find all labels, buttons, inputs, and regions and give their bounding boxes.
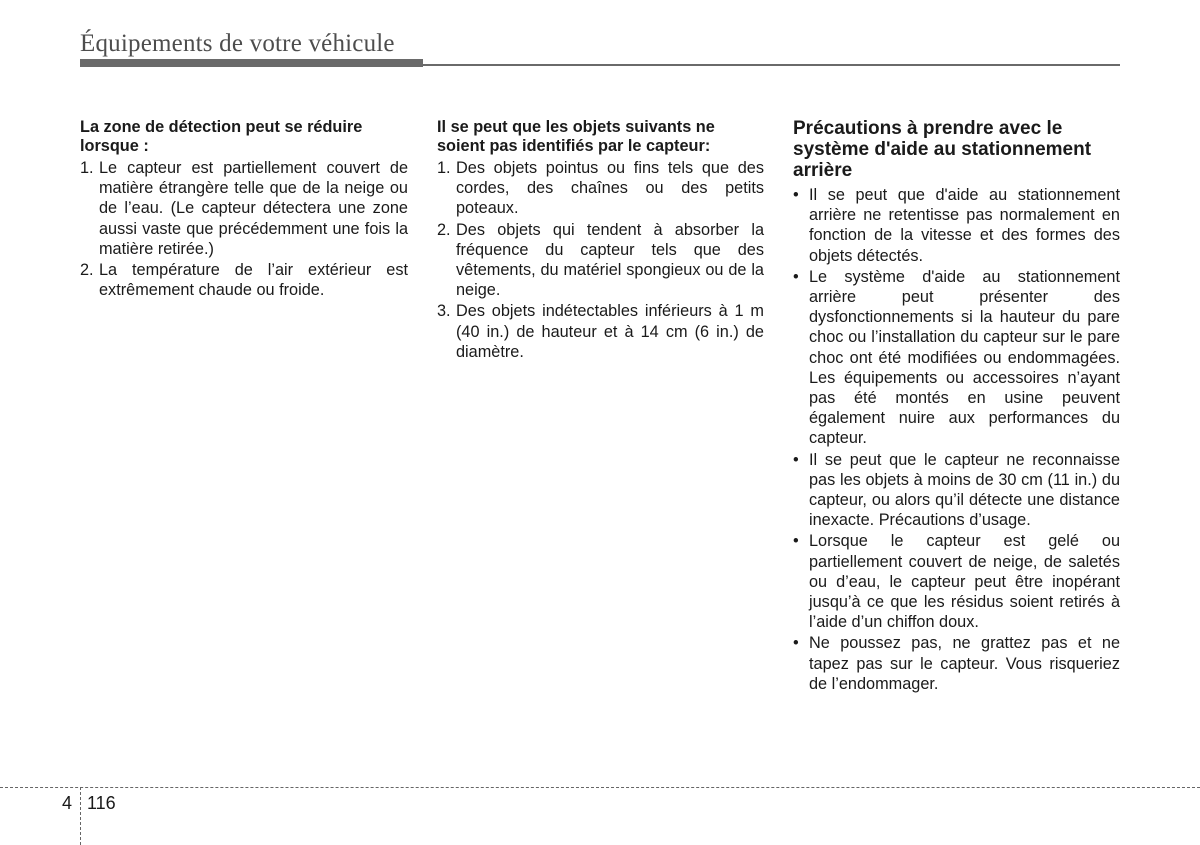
bullet-item [793, 267, 1120, 449]
bullet-marker: • [793, 186, 799, 204]
bullet-item [793, 531, 1120, 632]
list-item-text: Des objets indétectables inférieurs à 1 m (40 in.) de hauteur et à 14 cm (6 in.) de diamètre. [456, 302, 764, 361]
footer-dashed-rule [0, 787, 1200, 788]
detection-zone-list [80, 158, 408, 300]
bullet-text: Lorsque le capteur est gelé ou partiellement couvert de neige, de saletés ou d’eau, le capteur peut être inopérant jusqu’à ce que les résidus soient retirés à l’aide d’un chiffon doux. [809, 532, 1120, 632]
bullet-item [793, 450, 1120, 531]
page-number: 116 [87, 793, 116, 813]
list-marker: 1. [80, 159, 94, 177]
list-item-text: La température de l’air extérieur est extrêmement chaude ou froide. [99, 261, 408, 300]
precautions-list [793, 185, 1120, 694]
list-item [437, 158, 764, 219]
bullet-marker: • [793, 532, 799, 551]
column-undetected-objects [437, 118, 764, 363]
bullet-item [793, 633, 1120, 694]
list-item [437, 301, 764, 362]
bullet-marker: • [793, 267, 799, 286]
detection-zone-lead: La zone de détection peut se réduire lorsque : [80, 118, 363, 155]
footer-dashed-divider [80, 787, 81, 845]
list-marker: 2. [437, 220, 451, 239]
list-item [80, 158, 408, 259]
list-marker: 1. [437, 159, 451, 177]
page-header-title: Équipements de votre véhicule [80, 30, 395, 57]
bullet-text: Le système d'aide au stationnement arrière peut présenter des dysfonctionnements si la hauteur du pare choc ou l’installation du capteur sur le pare choc ont été modifiées ou endommagées. Les équipements ou accessoires n’ayant pas été montés en usine peuvent également nuire aux performances du capteur. [809, 267, 1120, 448]
bullet-text: Il se peut que le capteur ne reconnaisse pas les objets à moins de 30 cm (11 in.) du capteur, ou alors qu’il détecte une distance inexacte. Précautions d’usage. [809, 450, 1120, 530]
bullet-marker: • [793, 450, 799, 469]
precautions-heading: Précautions à prendre avec le système d'aide au stationnement arrière [793, 118, 1092, 181]
list-item-text: Le capteur est partiellement couvert de matière étrangère telle que de la neige ou de l’eau. (Le capteur détectera une zone aussi vaste que précédemment une fois la matière retirée.) [99, 159, 408, 258]
column-detection-zone [80, 118, 408, 301]
column-precautions [793, 118, 1120, 695]
list-marker: 3. [437, 302, 451, 321]
header-rule-thick [80, 59, 423, 67]
list-marker: 2. [80, 261, 94, 280]
bullet-marker: • [793, 634, 799, 653]
bullet-text: Il se peut que d'aide au stationnement arrière ne retentisse pas normalement en fonction de la vitesse et des formes des objets détectés. [809, 186, 1120, 265]
bullet-text: Ne poussez pas, ne grattez pas et ne tapez pas sur le capteur. Vous risqueriez de l’endommager. [809, 634, 1120, 693]
header-rule-thin [423, 64, 1120, 66]
chapter-number: 4 [62, 793, 73, 813]
list-item-text: Des objets pointus ou fins tels que des cordes, des chaînes ou des petits poteaux. [456, 159, 764, 218]
bullet-item [793, 185, 1120, 266]
list-item [437, 220, 764, 301]
undetected-objects-list [437, 158, 764, 362]
list-item [80, 260, 408, 300]
list-item-text: Des objets qui tendent à absorber la fréquence du capteur tels que des vêtements, du matériel spongieux ou de la neige. [456, 220, 764, 300]
undetected-objects-lead: Il se peut que les objets suivants ne soient pas identifiés par le capteur: [437, 118, 715, 155]
